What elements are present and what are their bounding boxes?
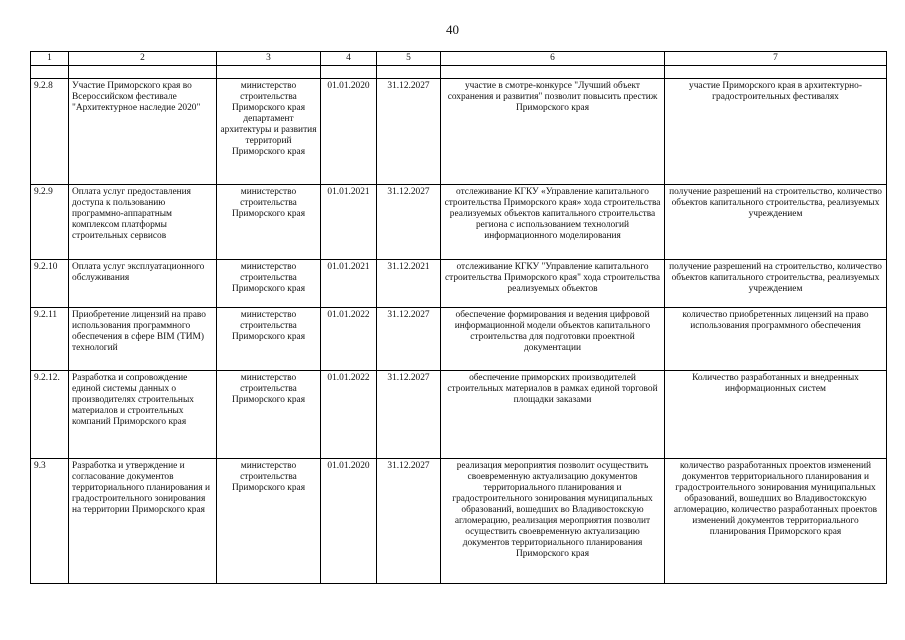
column-header: 5 bbox=[377, 52, 441, 66]
result-cell: участие в смотре-конкурсе "Лучший объект сохранения и развития" позволит повысить престиж Приморского края bbox=[441, 79, 665, 185]
end-date-cell: 31.12.2027 bbox=[377, 308, 441, 371]
end-date-cell: 31.12.2021 bbox=[377, 260, 441, 308]
responsible-cell: министерство строительства Приморского края bbox=[217, 371, 321, 459]
start-date-cell: 01.01.2022 bbox=[321, 371, 377, 459]
result-cell: отслеживание КГКУ "Управление капитального строительства Приморского края" хода строительства реализуемых объектов bbox=[441, 260, 665, 308]
column-header: 3 bbox=[217, 52, 321, 66]
start-date-cell: 01.01.2021 bbox=[321, 185, 377, 260]
table-row bbox=[31, 308, 887, 371]
item-number: 9.3 bbox=[31, 459, 69, 584]
end-date-cell: 31.12.2027 bbox=[377, 371, 441, 459]
responsible-cell: министерство строительства Приморского края bbox=[217, 185, 321, 260]
activity-cell: Разработка и сопровождение единой системы данных о производителях строительных материалов и строительных компаний Приморского края bbox=[69, 371, 217, 459]
responsible-cell: министерство строительства Приморского края департамент архитектуры и развития территорий Приморского края bbox=[217, 79, 321, 185]
item-number: 9.2.11 bbox=[31, 308, 69, 371]
column-header: 1 bbox=[31, 52, 69, 66]
responsible-cell: министерство строительства Приморского края bbox=[217, 308, 321, 371]
table-row bbox=[31, 260, 887, 308]
result-cell: обеспечение приморских производителей строительных материалов в рамках единой торговой площадки заказами bbox=[441, 371, 665, 459]
item-number: 9.2.12. bbox=[31, 371, 69, 459]
item-number: 9.2.10 bbox=[31, 260, 69, 308]
result-cell: реализация мероприятия позволит осуществить своевременную актуализацию документов территориального планирования и градостроительного зонирования муниципальных образований, вошедших во Владивостокскую агломерацию, реализация мероприятия позволит осуществить своевременную актуализацию документов территориального планирования Приморского края bbox=[441, 459, 665, 584]
activity-cell: Разработка и утверждение и согласование документов территориального планирования и градостроительного зонирования на территории Приморского края bbox=[69, 459, 217, 584]
table-row bbox=[31, 459, 887, 584]
responsible-cell: министерство строительства Приморского края bbox=[217, 459, 321, 584]
activity-cell: Оплата услуг эксплуатационного обслуживания bbox=[69, 260, 217, 308]
start-date-cell: 01.01.2021 bbox=[321, 260, 377, 308]
end-date-cell: 31.12.2027 bbox=[377, 185, 441, 260]
activity-cell: Оплата услуг предоставления доступа к пользованию программно-аппаратным комплексом платформы строительных сервисов bbox=[69, 185, 217, 260]
table-row bbox=[31, 79, 887, 185]
start-date-cell: 01.01.2020 bbox=[321, 79, 377, 185]
end-date-cell: 31.12.2027 bbox=[377, 79, 441, 185]
spacer-row bbox=[31, 66, 887, 79]
indicator-cell: получение разрешений на строительство, количество объектов капитального строительства, реализуемых учреждением bbox=[665, 185, 887, 260]
start-date-cell: 01.01.2020 bbox=[321, 459, 377, 584]
indicator-cell: количество разработанных проектов изменений документов территориального планирования и градостроительного зонирования муниципальных образований, вошедших во Владивостокскую агломерацию, количество разработанных проектов изменений документов территориального планирования Приморского края bbox=[665, 459, 887, 584]
indicator-cell: Количество разработанных и внедренных информационных систем bbox=[665, 371, 887, 459]
responsible-cell: министерство строительства Приморского края bbox=[217, 260, 321, 308]
activity-cell: Участие Приморского края во Всероссийском фестивале "Архитектурное наследие 2020" bbox=[69, 79, 217, 185]
item-number: 9.2.8 bbox=[31, 79, 69, 185]
column-number-header-row bbox=[31, 52, 887, 66]
page-number: 40 bbox=[446, 22, 459, 37]
indicator-cell: количество приобретенных лицензий на право использования программного обеспечения bbox=[665, 308, 887, 371]
end-date-cell: 31.12.2027 bbox=[377, 459, 441, 584]
item-number: 9.2.9 bbox=[31, 185, 69, 260]
indicator-cell: получение разрешений на строительство, количество объектов капитального строительства, реализуемых учреждением bbox=[665, 260, 887, 308]
table-row bbox=[31, 185, 887, 260]
indicator-cell: участие Приморского края в архитектурно-градостроительных фестивалях bbox=[665, 79, 887, 185]
start-date-cell: 01.01.2022 bbox=[321, 308, 377, 371]
column-header: 7 bbox=[665, 52, 887, 66]
table-row bbox=[31, 371, 887, 459]
column-header: 2 bbox=[69, 52, 217, 66]
result-cell: отслеживание КГКУ «Управление капитального строительства Приморского края» хода строительства реализуемых объектов капитального строительства региона с использованием технологий информационного моделирования bbox=[441, 185, 665, 260]
activity-cell: Приобретение лицензий на право использования программного обеспечения в сфере BIM (ТИМ) технологий bbox=[69, 308, 217, 371]
column-header: 4 bbox=[321, 52, 377, 66]
measures-table bbox=[30, 51, 887, 584]
result-cell: обеспечение формирования и ведения цифровой информационной модели объектов капитального строительства для подготовки проектной документации bbox=[441, 308, 665, 371]
column-header: 6 bbox=[441, 52, 665, 66]
